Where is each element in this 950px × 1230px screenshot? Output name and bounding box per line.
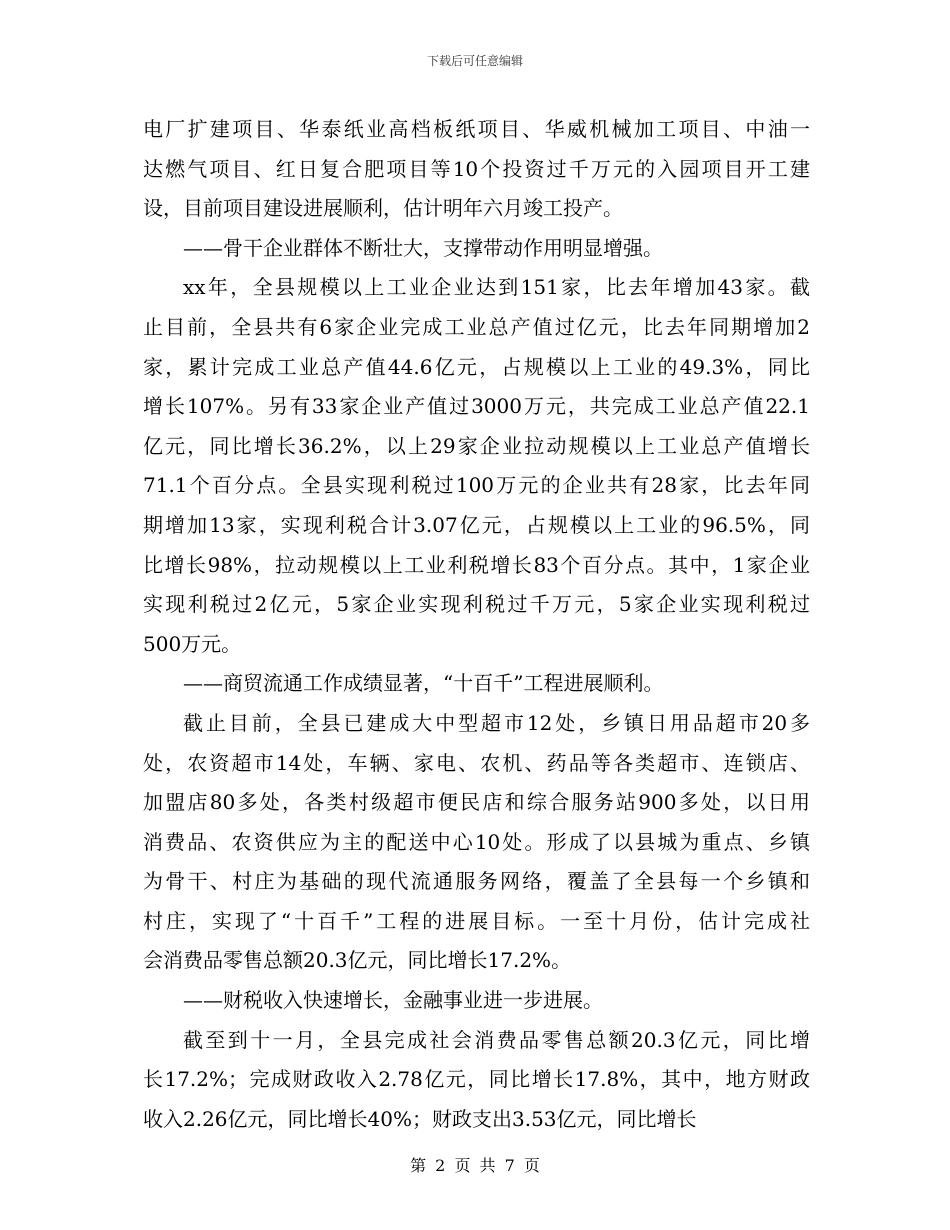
text-line: 截止目前，全县已建成大中型超市12处，乡镇日用品超市20多 xyxy=(183,710,810,735)
section-heading: ——财税收入快速增长，金融事业进一步进展。 xyxy=(183,988,603,1013)
page-header: 下载后可任意编辑 xyxy=(426,54,523,68)
text-line: 500万元。 xyxy=(143,631,242,656)
page-number: 第 2 页 共 7 页 xyxy=(410,1156,540,1175)
text-line: 电厂扩建项目、华泰纸业高档板纸项目、华威机械加工项目、中油一 xyxy=(143,117,810,141)
text-line: 71.1个百分点。全县实现利税过100万元的企业共有28家，比去年同 xyxy=(143,473,810,498)
text-line: 止目前，全县共有6家企业完成工业总产值过亿元，比去年同期增加2 xyxy=(143,314,810,339)
section-heading: ——商贸流通工作成绩显著，“十百千”工程进展顺利。 xyxy=(183,671,664,696)
text-line: 长17.2%；完成财政收入2.78亿元，同比增长17.8%，其中，地方财政 xyxy=(143,1067,810,1092)
text-line: 达燃气项目、红日复合肥项目等10个投资过千万元的入园项目开工建 xyxy=(143,156,810,181)
text-line: 村庄，实现了“十百千”工程的进展目标。一至十月份，估计完成社 xyxy=(143,908,810,933)
section-heading: ——骨干企业群体不断壮大，支撑带动作用明显增强。 xyxy=(183,235,663,260)
text-line: xx年，全县规模以上工业企业达到151家，比去年增加43家。截 xyxy=(183,275,810,300)
text-line: 增长107%。另有33家企业产值过3000万元，共完成工业总产值22.1 xyxy=(143,394,810,419)
text-line: 期增加13家，实现利税合计3.07亿元，占规模以上工业的96.5%，同 xyxy=(143,512,810,537)
text-line: 消费品、农资供应为主的配送中心10处。形成了以县城为重点、乡镇 xyxy=(143,829,810,854)
text-line: 比增长98%，拉动规模以上工业利税增长83个百分点。其中，1家企业 xyxy=(143,552,810,577)
text-line: 会消费品零售总额20.3亿元，同比增长17.2%。 xyxy=(143,948,572,973)
body-text xyxy=(143,110,810,1139)
text-line: 加盟店80多处，各类村级超市便民店和综合服务站900多处，以日用 xyxy=(143,790,810,815)
text-line: 设，目前项目建设进展顺利，估计明年六月竣工投产。 xyxy=(143,196,623,221)
text-line: 亿元，同比增长36.2%，以上29家企业拉动规模以上工业总产值增长 xyxy=(143,433,810,458)
text-line: 处，农资超市14处，车辆、家电、农机、药品等各类超市、连锁店、 xyxy=(143,750,810,775)
text-line: 收入2.26亿元，同比增长40%；财政支出3.53亿元，同比增长 xyxy=(143,1106,697,1131)
text-line: 截至到十一月，全县完成社会消费品零售总额20.3亿元，同比增 xyxy=(183,1027,810,1052)
text-line: 家，累计完成工业总产值44.6亿元，占规模以上工业的49.3%，同比 xyxy=(143,354,810,379)
text-line: 为骨干、村庄为基础的现代流通服务网络，覆盖了全县每一个乡镇和 xyxy=(143,869,810,894)
text-line: 实现利税过2亿元，5家企业实现利税过千万元，5家企业实现利税过 xyxy=(143,592,810,617)
